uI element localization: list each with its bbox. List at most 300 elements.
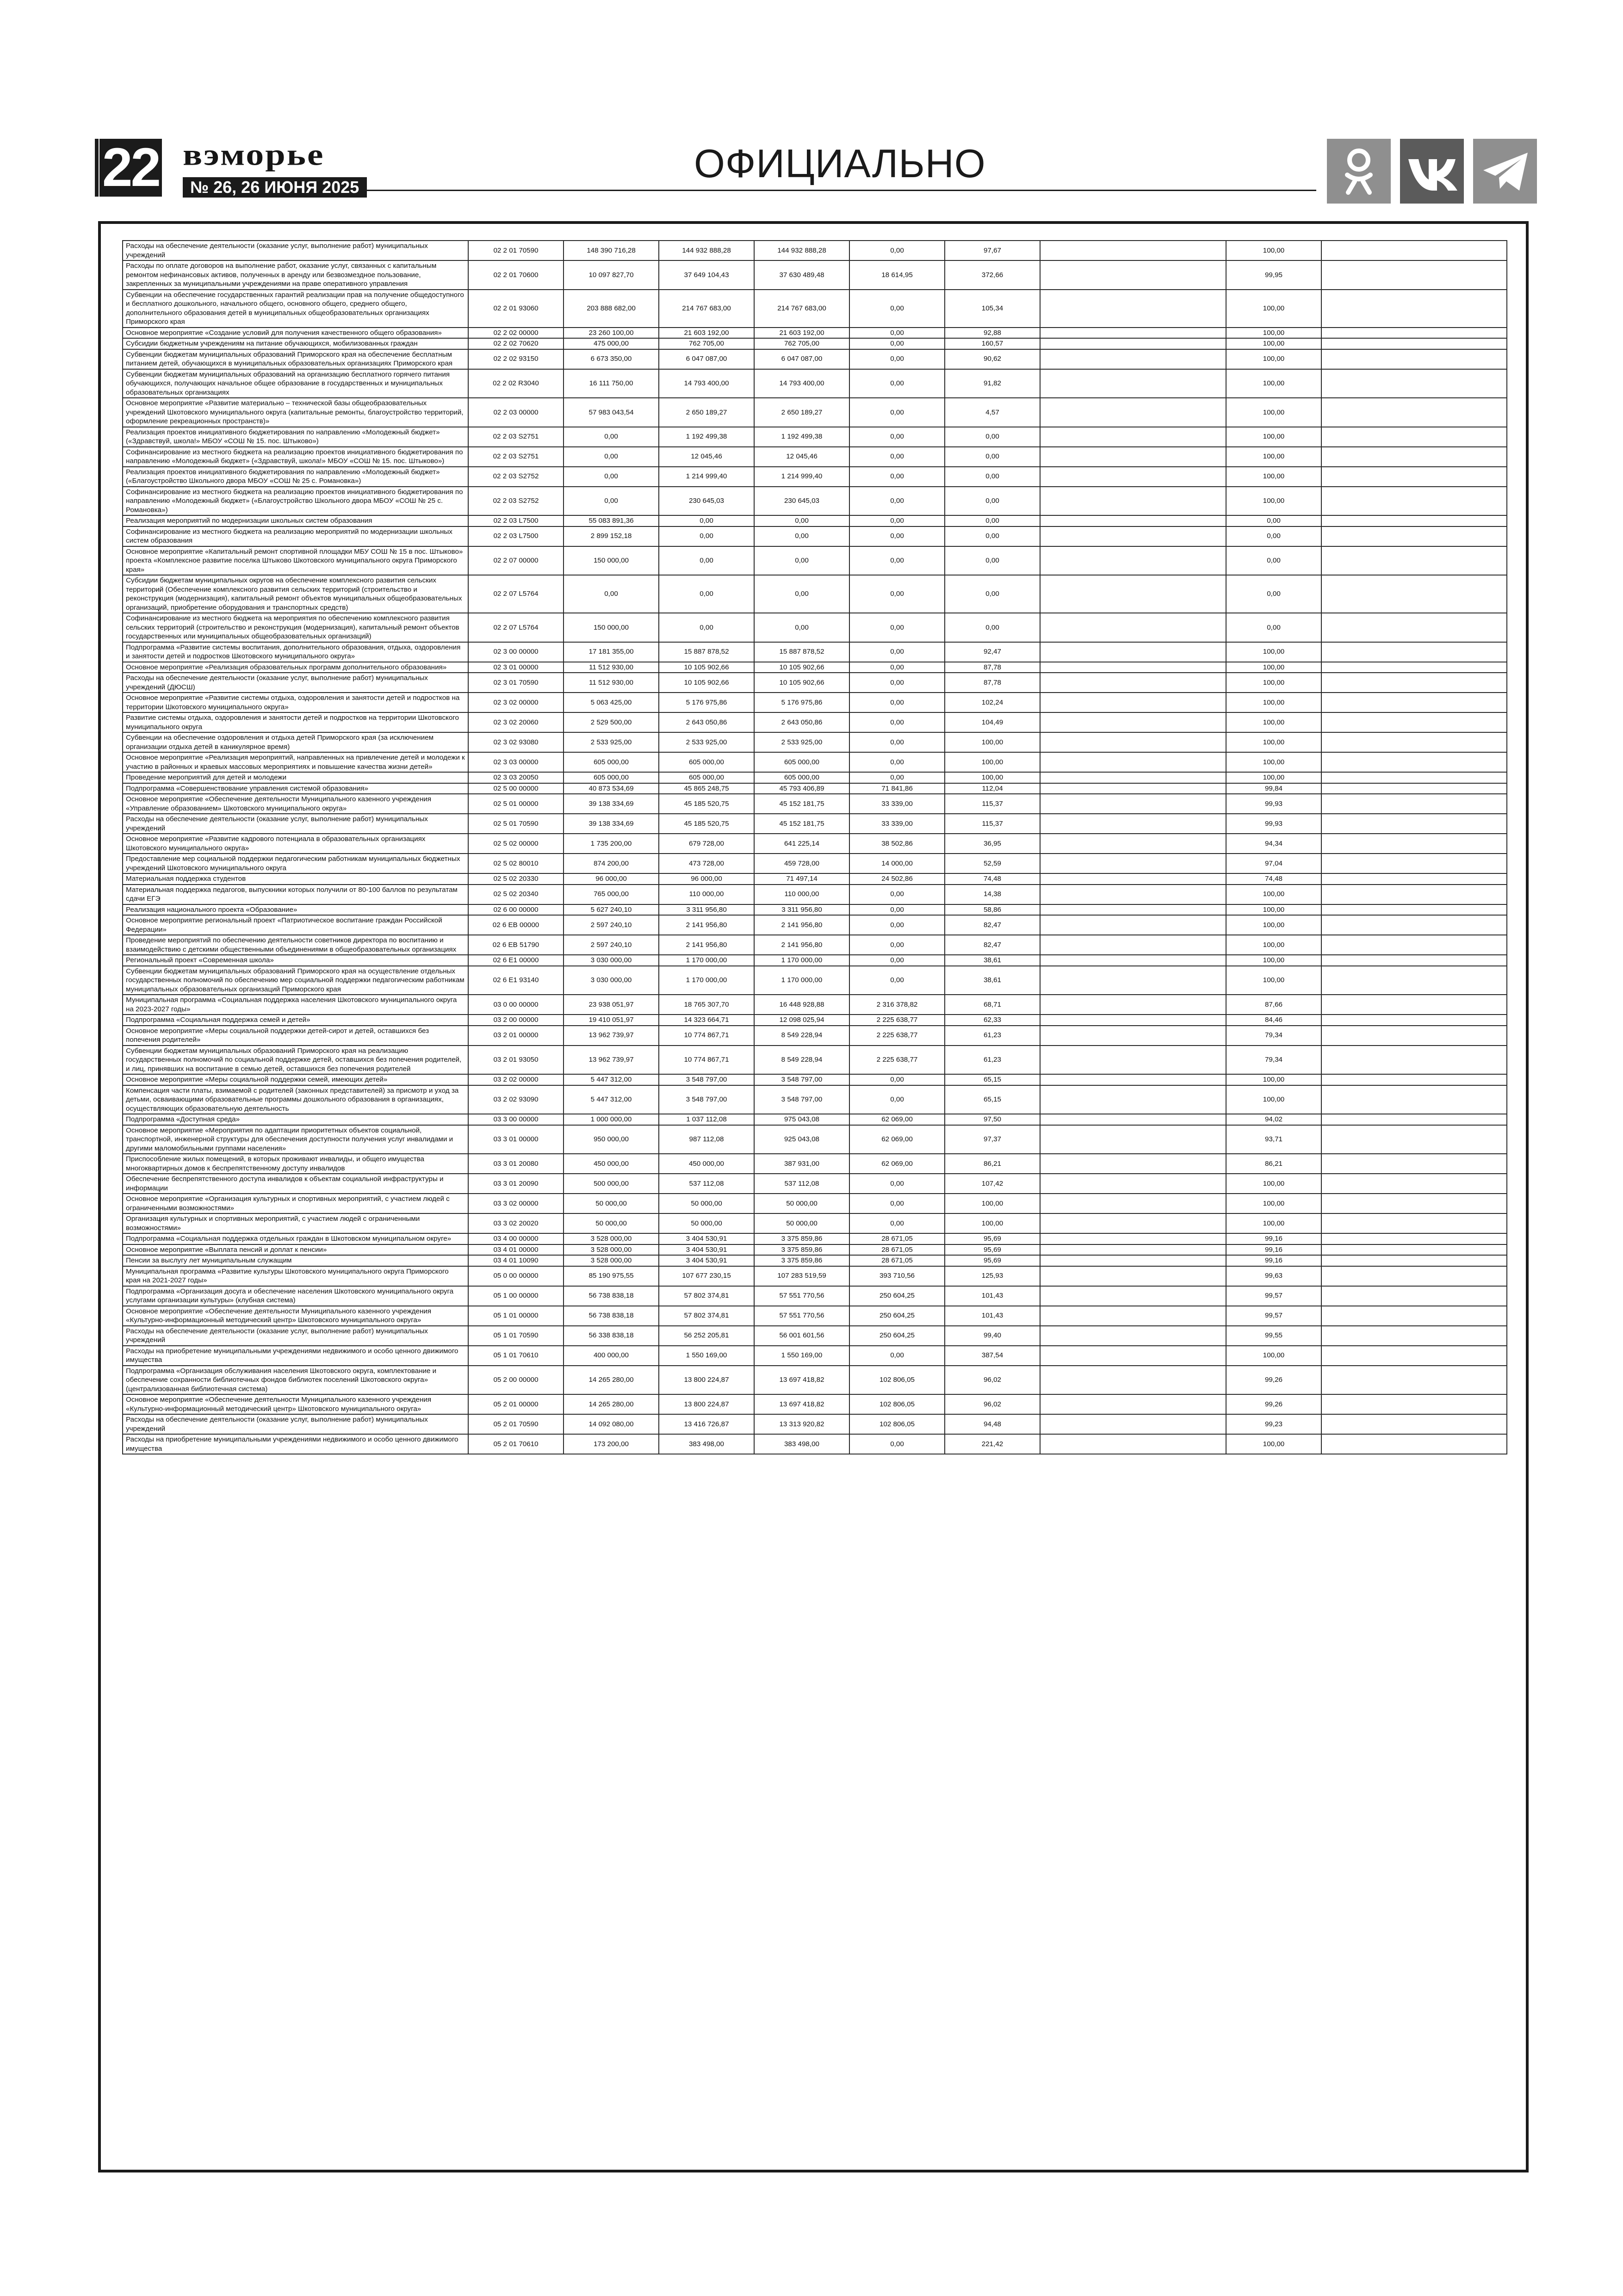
cell-percent-revised: 100,00 [1226, 241, 1321, 260]
cell-empty-col-2 [1321, 834, 1507, 854]
cell-executed: 8 549 228,94 [754, 1046, 849, 1075]
cell-name: Расходы на обеспечение деятельности (оказание услуг, выполнение работ) муниципальных учреждений [123, 1326, 468, 1346]
cell-plan-revised: 3 548 797,00 [659, 1074, 754, 1085]
cell-name: Основное мероприятие «Обеспечение деятельности Муниципального казенного учреждения «Культурно-информационный методический центр» Шкотовского муниципального округа» [123, 1394, 468, 1414]
cell-plan-initial: 23 260 100,00 [564, 328, 659, 339]
cell-remaining: 0,00 [849, 290, 945, 328]
cell-name: Подпрограмма «Организация обслуживания населения Шкотовского округа, комплектование и обеспечение сохранности библиотечных фондов библиотек поселений Шкотовского округа» (централизованная библиотечная система) [123, 1366, 468, 1395]
cell-name: Основное мероприятие «Капитальный ремонт спортивной площадки МБУ СОШ № 15 в пос. Штыково» проекта «Комплексное развитие поселка Штыково Шкотовского муниципального округа Приморского края» [123, 546, 468, 576]
cell-name: Софинансирование из местного бюджета на реализацию проектов инициативного бюджетирования по направлению «Молодежный бюджет» («Здравствуй, школа!» МБОУ «СОШ № 15. пос. Штыково») [123, 447, 468, 467]
cell-plan-revised: 1 192 499,38 [659, 427, 754, 447]
cell-remaining: 0,00 [849, 673, 945, 693]
cell-name: Субвенции на обеспечение оздоровления и отдыха детей Приморского края (за исключением организации отдыха детей в каникулярное время) [123, 732, 468, 752]
cell-plan-revised: 45 185 520,75 [659, 794, 754, 814]
cell-percent-revised: 100,00 [1226, 369, 1321, 398]
cell-empty-col-2 [1321, 1194, 1507, 1213]
table-row [123, 1255, 1507, 1266]
cell-code: 02 2 01 70590 [468, 241, 564, 260]
cell-code: 02 3 00 00000 [468, 642, 564, 662]
cell-percent-revised: 100,00 [1226, 955, 1321, 966]
cell-plan-initial: 400 000,00 [564, 1346, 659, 1366]
cell-percent-initial: 36,95 [945, 834, 1040, 854]
cell-code: 02 2 03 00000 [468, 398, 564, 427]
table-row [123, 290, 1507, 328]
cell-percent-initial: 95,69 [945, 1255, 1040, 1266]
cell-executed: 0,00 [754, 515, 849, 526]
cell-percent-revised: 99,63 [1226, 1266, 1321, 1286]
cell-executed: 107 283 519,59 [754, 1266, 849, 1286]
table-row [123, 814, 1507, 834]
cell-name: Компенсация части платы, взимаемой с родителей (законных представителей) за присмотр и уход за детьми, осваивающими образовательные программы дошкольного образования в организациях, осуществляющих образовательную деятельность [123, 1085, 468, 1114]
cell-name: Реализация мероприятий по модернизации школьных систем образования [123, 515, 468, 526]
cell-percent-revised: 74,48 [1226, 873, 1321, 885]
cell-plan-revised: 0,00 [659, 575, 754, 613]
issue-label: № 26, 26 ИЮНЯ 2025 [183, 177, 367, 198]
cell-code: 02 2 02 70620 [468, 338, 564, 349]
cell-plan-revised: 1 170 000,00 [659, 966, 754, 995]
cell-plan-initial: 605 000,00 [564, 752, 659, 772]
cell-percent-initial: 0,00 [945, 546, 1040, 576]
cell-code: 02 2 03 S2751 [468, 447, 564, 467]
cell-percent-initial: 125,93 [945, 1266, 1040, 1286]
cell-percent-initial: 0,00 [945, 447, 1040, 467]
cell-plan-initial: 3 528 000,00 [564, 1244, 659, 1256]
cell-empty-col-2 [1321, 732, 1507, 752]
cell-code: 03 2 02 00000 [468, 1074, 564, 1085]
cell-percent-revised: 99,95 [1226, 260, 1321, 290]
cell-executed: 10 105 902,66 [754, 662, 849, 673]
cell-percent-initial: 160,57 [945, 338, 1040, 349]
cell-empty-col-2 [1321, 642, 1507, 662]
cell-executed: 8 549 228,94 [754, 1026, 849, 1046]
cell-percent-initial: 62,33 [945, 1015, 1040, 1026]
cell-executed: 0,00 [754, 526, 849, 546]
cell-plan-revised: 762 705,00 [659, 338, 754, 349]
cell-percent-revised: 99,55 [1226, 1326, 1321, 1346]
cell-remaining: 0,00 [849, 328, 945, 339]
cell-code: 02 3 03 20050 [468, 772, 564, 783]
cell-plan-initial: 605 000,00 [564, 772, 659, 783]
cell-executed: 2 533 925,00 [754, 732, 849, 752]
cell-name: Предоставление мер социальной поддержки педагогическим работникам муниципальных бюджетных учреждений Шкотовского муниципального округа [123, 854, 468, 873]
cell-remaining: 2 225 638,77 [849, 1026, 945, 1046]
cell-plan-revised: 605 000,00 [659, 772, 754, 783]
cell-plan-initial: 950 000,00 [564, 1125, 659, 1154]
cell-plan-initial: 5 627 240,10 [564, 904, 659, 916]
cell-executed: 3 548 797,00 [754, 1074, 849, 1085]
cell-percent-initial: 101,43 [945, 1286, 1040, 1306]
cell-plan-revised: 537 112,08 [659, 1174, 754, 1194]
cell-code: 02 3 02 00000 [468, 693, 564, 712]
cell-plan-initial: 39 138 334,69 [564, 814, 659, 834]
table-row [123, 515, 1507, 526]
cell-code: 05 2 01 00000 [468, 1394, 564, 1414]
cell-empty-col [1040, 487, 1226, 516]
cell-plan-initial: 148 390 716,28 [564, 241, 659, 260]
cell-plan-revised: 15 887 878,52 [659, 642, 754, 662]
cell-code: 03 3 02 20020 [468, 1213, 564, 1233]
cell-remaining: 0,00 [849, 427, 945, 447]
cell-empty-col [1040, 241, 1226, 260]
cell-plan-revised: 45 185 520,75 [659, 814, 754, 834]
cell-empty-col-2 [1321, 338, 1507, 349]
cell-empty-col-2 [1321, 1015, 1507, 1026]
cell-remaining: 0,00 [849, 369, 945, 398]
cell-code: 02 2 01 93060 [468, 290, 564, 328]
cell-code: 02 3 02 20060 [468, 712, 564, 732]
cell-remaining: 62 069,00 [849, 1125, 945, 1154]
cell-plan-revised: 56 252 205,81 [659, 1326, 754, 1346]
cell-code: 05 1 01 70590 [468, 1326, 564, 1346]
cell-remaining: 2 225 638,77 [849, 1046, 945, 1075]
cell-percent-revised: 100,00 [1226, 338, 1321, 349]
table-row [123, 575, 1507, 613]
table-row [123, 526, 1507, 546]
cell-code: 02 2 03 S2751 [468, 427, 564, 447]
cell-plan-revised: 2 533 925,00 [659, 732, 754, 752]
cell-empty-col [1040, 369, 1226, 398]
cell-code: 03 2 01 00000 [468, 1026, 564, 1046]
cell-plan-revised: 214 767 683,00 [659, 290, 754, 328]
cell-percent-revised: 100,00 [1226, 290, 1321, 328]
cell-executed: 13 313 920,82 [754, 1414, 849, 1434]
cell-plan-revised: 144 932 888,28 [659, 241, 754, 260]
cell-empty-col [1040, 1085, 1226, 1114]
page-number-stripe [95, 139, 99, 197]
cell-empty-col [1040, 1026, 1226, 1046]
cell-empty-col [1040, 1346, 1226, 1366]
cell-empty-col-2 [1321, 1046, 1507, 1075]
cell-percent-revised: 93,71 [1226, 1125, 1321, 1154]
cell-percent-initial: 0,00 [945, 487, 1040, 516]
cell-plan-initial: 203 888 682,00 [564, 290, 659, 328]
cell-executed: 1 170 000,00 [754, 955, 849, 966]
cell-empty-col [1040, 515, 1226, 526]
cell-empty-col-2 [1321, 1114, 1507, 1125]
cell-plan-revised: 3 404 530,91 [659, 1255, 754, 1266]
cell-empty-col [1040, 935, 1226, 955]
cell-percent-initial: 100,00 [945, 772, 1040, 783]
cell-plan-revised: 450 000,00 [659, 1154, 754, 1174]
cell-percent-revised: 100,00 [1226, 1434, 1321, 1454]
cell-name: Расходы на обеспечение деятельности (оказание услуг, выполнение работ) муниципальных учреждений [123, 1414, 468, 1434]
cell-plan-initial: 3 528 000,00 [564, 1233, 659, 1244]
cell-plan-initial: 1 000 000,00 [564, 1114, 659, 1125]
cell-plan-initial: 23 938 051,97 [564, 995, 659, 1015]
cell-code: 02 2 02 93150 [468, 349, 564, 369]
cell-executed: 37 630 489,48 [754, 260, 849, 290]
cell-percent-initial: 97,37 [945, 1125, 1040, 1154]
cell-plan-initial: 50 000,00 [564, 1213, 659, 1233]
cell-code: 02 6 E1 00000 [468, 955, 564, 966]
cell-empty-col-2 [1321, 1414, 1507, 1434]
table-row [123, 1326, 1507, 1346]
cell-remaining: 0,00 [849, 1346, 945, 1366]
cell-empty-col-2 [1321, 1125, 1507, 1154]
table-row [123, 1125, 1507, 1154]
table-row [123, 904, 1507, 916]
cell-plan-initial: 2 533 925,00 [564, 732, 659, 752]
cell-name: Подпрограмма «Организация досуга и обеспечение населения Шкотовского муниципального округа услугами организации культуры» (клубная система) [123, 1286, 468, 1306]
cell-executed: 3 375 859,86 [754, 1233, 849, 1244]
table-row [123, 955, 1507, 966]
cell-plan-initial: 57 983 043,54 [564, 398, 659, 427]
cell-plan-initial: 56 738 838,18 [564, 1286, 659, 1306]
cell-empty-col-2 [1321, 915, 1507, 935]
cell-executed: 110 000,00 [754, 885, 849, 904]
cell-executed: 5 176 975,86 [754, 693, 849, 712]
cell-remaining: 0,00 [849, 613, 945, 642]
table-row [123, 1266, 1507, 1286]
cell-name: Подпрограмма «Развитие системы воспитания, дополнительного образования, отдыха, оздоровления и занятости детей и подростков Шкотовского муниципального округа» [123, 642, 468, 662]
cell-percent-initial: 0,00 [945, 575, 1040, 613]
cell-plan-revised: 0,00 [659, 515, 754, 526]
cell-name: Подпрограмма «Доступная среда» [123, 1114, 468, 1125]
table-row [123, 1346, 1507, 1366]
cell-empty-col [1040, 814, 1226, 834]
telegram-icon[interactable] [1473, 139, 1537, 204]
cell-name: Основное мероприятие «Развитие кадрового потенциала в образовательных организациях Шкотовского муниципального округа» [123, 834, 468, 854]
cell-remaining: 0,00 [849, 662, 945, 673]
cell-remaining: 62 069,00 [849, 1114, 945, 1125]
cell-plan-revised: 1 037 112,08 [659, 1114, 754, 1125]
cell-plan-initial: 475 000,00 [564, 338, 659, 349]
cell-percent-revised: 100,00 [1226, 732, 1321, 752]
cell-remaining: 0,00 [849, 447, 945, 467]
cell-code: 02 5 01 70590 [468, 814, 564, 834]
cell-remaining: 33 339,00 [849, 794, 945, 814]
cell-percent-revised: 100,00 [1226, 693, 1321, 712]
cell-name: Материальная поддержка педагогов, выпускники которых получили от 80-100 баллов по результатам сдачи ЕГЭ [123, 885, 468, 904]
cell-executed: 12 045,46 [754, 447, 849, 467]
cell-plan-initial: 5 447 312,00 [564, 1085, 659, 1114]
odnoklassniki-icon[interactable] [1327, 139, 1391, 204]
cell-executed: 71 497,14 [754, 873, 849, 885]
cell-empty-col-2 [1321, 772, 1507, 783]
cell-percent-revised: 100,00 [1226, 1194, 1321, 1213]
cell-empty-col-2 [1321, 1326, 1507, 1346]
table-row [123, 693, 1507, 712]
cell-code: 02 6 EB 51790 [468, 935, 564, 955]
cell-code: 02 2 03 S2752 [468, 467, 564, 487]
cell-empty-col [1040, 1174, 1226, 1194]
cell-name: Основное мероприятие «Выплата пенсий и доплат к пенсии» [123, 1244, 468, 1256]
cell-code: 02 2 07 L5764 [468, 613, 564, 642]
cell-plan-initial: 14 092 080,00 [564, 1414, 659, 1434]
cell-empty-col [1040, 1213, 1226, 1233]
newspaper-logo: вэморье [183, 137, 325, 172]
cell-remaining: 0,00 [849, 349, 945, 369]
cell-plan-revised: 50 000,00 [659, 1213, 754, 1233]
cell-empty-col-2 [1321, 1026, 1507, 1046]
table-row [123, 1026, 1507, 1046]
cell-plan-initial: 16 111 750,00 [564, 369, 659, 398]
cell-percent-initial: 107,42 [945, 1174, 1040, 1194]
cell-percent-revised: 94,02 [1226, 1114, 1321, 1125]
cell-percent-initial: 14,38 [945, 885, 1040, 904]
cell-plan-revised: 57 802 374,81 [659, 1306, 754, 1326]
cell-empty-col-2 [1321, 398, 1507, 427]
budget-table [122, 240, 1507, 1454]
cell-percent-initial: 94,48 [945, 1414, 1040, 1434]
cell-executed: 57 551 770,56 [754, 1306, 849, 1326]
cell-plan-initial: 2 597 240,10 [564, 915, 659, 935]
cell-executed: 2 643 050,86 [754, 712, 849, 732]
cell-code: 03 2 01 93050 [468, 1046, 564, 1075]
cell-remaining: 0,00 [849, 693, 945, 712]
cell-plan-revised: 13 800 224,87 [659, 1394, 754, 1414]
cell-percent-initial: 0,00 [945, 613, 1040, 642]
cell-plan-revised: 14 793 400,00 [659, 369, 754, 398]
cell-empty-col-2 [1321, 814, 1507, 834]
cell-percent-initial: 61,23 [945, 1046, 1040, 1075]
cell-plan-revised: 383 498,00 [659, 1434, 754, 1454]
cell-code: 05 2 01 70590 [468, 1414, 564, 1434]
cell-percent-revised: 100,00 [1226, 712, 1321, 732]
cell-plan-revised: 2 141 956,80 [659, 935, 754, 955]
cell-empty-col [1040, 1125, 1226, 1154]
cell-empty-col-2 [1321, 873, 1507, 885]
cell-percent-initial: 100,00 [945, 1213, 1040, 1233]
cell-plan-revised: 987 112,08 [659, 1125, 754, 1154]
cell-plan-revised: 2 141 956,80 [659, 915, 754, 935]
cell-plan-revised: 6 047 087,00 [659, 349, 754, 369]
cell-name: Проведение мероприятий для детей и молодежи [123, 772, 468, 783]
cell-empty-col-2 [1321, 662, 1507, 673]
cell-empty-col-2 [1321, 575, 1507, 613]
cell-plan-revised: 679 728,00 [659, 834, 754, 854]
cell-percent-initial: 38,61 [945, 955, 1040, 966]
cell-empty-col [1040, 1046, 1226, 1075]
cell-percent-initial: 0,00 [945, 526, 1040, 546]
cell-plan-initial: 13 962 739,97 [564, 1046, 659, 1075]
cell-empty-col [1040, 642, 1226, 662]
cell-empty-col [1040, 712, 1226, 732]
cell-executed: 12 098 025,94 [754, 1015, 849, 1026]
cell-empty-col [1040, 915, 1226, 935]
cell-empty-col-2 [1321, 515, 1507, 526]
cell-empty-col [1040, 1414, 1226, 1434]
table-row [123, 1306, 1507, 1326]
cell-empty-col [1040, 873, 1226, 885]
cell-plan-revised: 37 649 104,43 [659, 260, 754, 290]
cell-remaining: 0,00 [849, 515, 945, 526]
cell-percent-revised: 100,00 [1226, 398, 1321, 427]
cell-executed: 13 697 418,82 [754, 1394, 849, 1414]
cell-percent-revised: 0,00 [1226, 515, 1321, 526]
cell-code: 02 2 03 S2752 [468, 487, 564, 516]
cell-percent-revised: 99,57 [1226, 1306, 1321, 1326]
cell-percent-revised: 87,66 [1226, 995, 1321, 1015]
cell-remaining: 250 604,25 [849, 1326, 945, 1346]
cell-percent-initial: 100,00 [945, 1194, 1040, 1213]
cell-code: 02 5 02 20330 [468, 873, 564, 885]
cell-name: Расходы на обеспечение деятельности (оказание услуг, выполнение работ) муниципальных учреждений [123, 241, 468, 260]
cell-plan-initial: 3 528 000,00 [564, 1255, 659, 1266]
cell-empty-col-2 [1321, 966, 1507, 995]
cell-empty-col-2 [1321, 1085, 1507, 1114]
cell-executed: 537 112,08 [754, 1174, 849, 1194]
cell-percent-initial: 52,59 [945, 854, 1040, 873]
cell-percent-initial: 387,54 [945, 1346, 1040, 1366]
cell-percent-initial: 100,00 [945, 732, 1040, 752]
cell-percent-revised: 100,00 [1226, 673, 1321, 693]
cell-percent-revised: 100,00 [1226, 915, 1321, 935]
cell-plan-revised: 473 728,00 [659, 854, 754, 873]
cell-empty-col-2 [1321, 794, 1507, 814]
cell-remaining: 2 316 378,82 [849, 995, 945, 1015]
cell-code: 03 4 01 00000 [468, 1244, 564, 1256]
cell-executed: 6 047 087,00 [754, 349, 849, 369]
cell-percent-revised: 100,00 [1226, 447, 1321, 467]
cell-plan-revised: 0,00 [659, 526, 754, 546]
table-row [123, 873, 1507, 885]
cell-name: Основное мероприятие «Создание условий для получения качественного общего образования» [123, 328, 468, 339]
cell-plan-initial: 85 190 975,55 [564, 1266, 659, 1286]
cell-executed: 762 705,00 [754, 338, 849, 349]
cell-empty-col [1040, 526, 1226, 546]
table-row [123, 1085, 1507, 1114]
cell-executed: 21 603 192,00 [754, 328, 849, 339]
cell-remaining: 0,00 [849, 1213, 945, 1233]
cell-empty-col [1040, 260, 1226, 290]
cell-empty-col [1040, 1154, 1226, 1174]
table-row [123, 662, 1507, 673]
table-row [123, 642, 1507, 662]
cell-empty-col [1040, 885, 1226, 904]
cell-empty-col-2 [1321, 935, 1507, 955]
cell-percent-revised: 100,00 [1226, 427, 1321, 447]
cell-percent-initial: 112,04 [945, 783, 1040, 794]
cell-plan-initial: 0,00 [564, 467, 659, 487]
cell-empty-col [1040, 1266, 1226, 1286]
cell-executed: 45 793 406,89 [754, 783, 849, 794]
cell-code: 03 3 01 00000 [468, 1125, 564, 1154]
cell-executed: 387 931,00 [754, 1154, 849, 1174]
cell-percent-initial: 102,24 [945, 693, 1040, 712]
cell-code: 02 5 02 20340 [468, 885, 564, 904]
cell-plan-initial: 11 512 930,00 [564, 673, 659, 693]
cell-percent-initial: 372,66 [945, 260, 1040, 290]
cell-percent-revised: 94,34 [1226, 834, 1321, 854]
cell-percent-initial: 61,23 [945, 1026, 1040, 1046]
vk-icon[interactable] [1400, 139, 1464, 204]
cell-empty-col [1040, 349, 1226, 369]
cell-percent-revised: 100,00 [1226, 966, 1321, 995]
cell-empty-col-2 [1321, 1233, 1507, 1244]
cell-name: Основное мероприятие «Меры социальной поддержки семей, имеющих детей» [123, 1074, 468, 1085]
cell-remaining: 0,00 [849, 966, 945, 995]
cell-plan-initial: 0,00 [564, 487, 659, 516]
cell-code: 02 2 07 L5764 [468, 575, 564, 613]
cell-percent-revised: 100,00 [1226, 349, 1321, 369]
cell-remaining: 393 710,56 [849, 1266, 945, 1286]
table-row [123, 1046, 1507, 1075]
cell-name: Организация культурных и спортивных мероприятий, с участием людей с ограниченными возможностями» [123, 1213, 468, 1233]
cell-plan-revised: 13 416 726,87 [659, 1414, 754, 1434]
cell-plan-revised: 3 404 530,91 [659, 1244, 754, 1256]
cell-name: Реализация национального проекта «Образование» [123, 904, 468, 916]
cell-code: 02 5 00 00000 [468, 783, 564, 794]
cell-remaining: 28 671,05 [849, 1233, 945, 1244]
cell-remaining: 0,00 [849, 915, 945, 935]
cell-name: Региональный проект «Современная школа» [123, 955, 468, 966]
cell-remaining: 102 806,05 [849, 1366, 945, 1395]
cell-plan-revised: 3 311 956,80 [659, 904, 754, 916]
cell-plan-revised: 107 677 230,15 [659, 1266, 754, 1286]
cell-empty-col-2 [1321, 613, 1507, 642]
cell-name: Подпрограмма «Совершенствование управления системой образования» [123, 783, 468, 794]
